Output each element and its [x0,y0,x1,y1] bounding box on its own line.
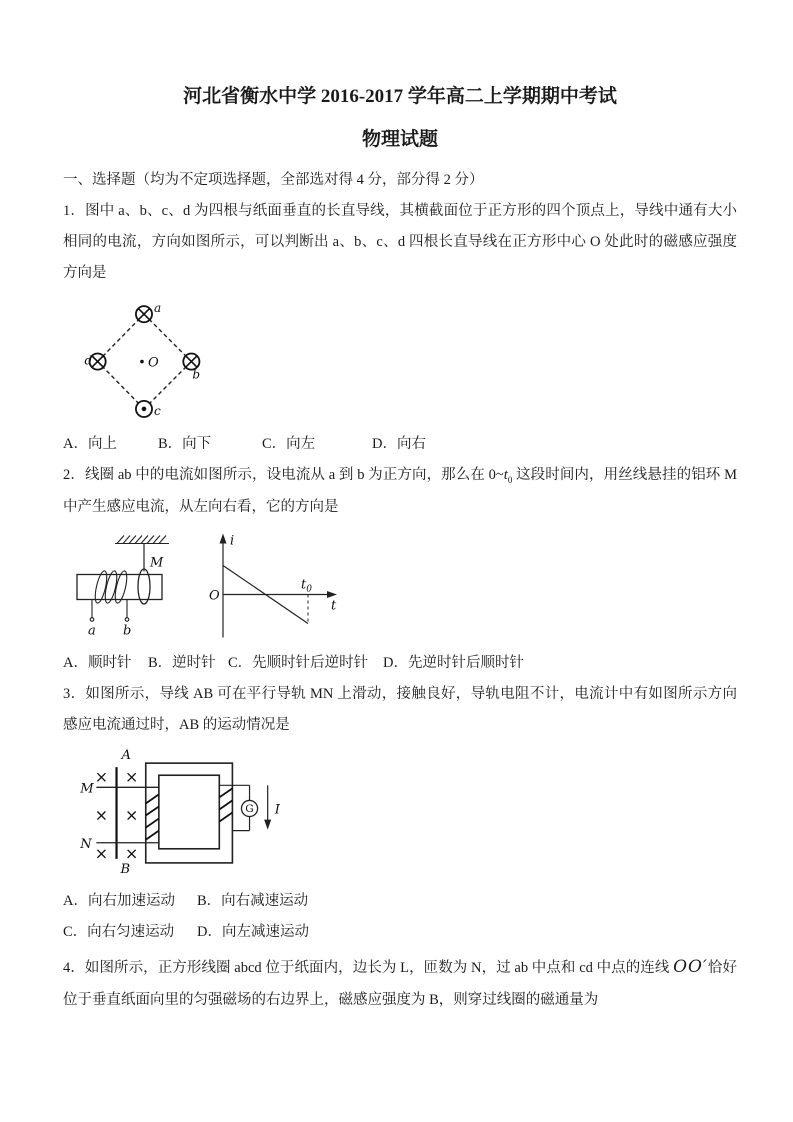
figure-q3-rail-circuit [63,745,737,881]
q3-option-a: A．向右加速运动 [63,893,175,910]
section-heading: 一、选择题（均为不定项选择题，全部选对得 4 分，部分得 2 分） [63,171,484,188]
label-G: G [245,803,254,816]
question-3-text: 3．如图所示，导线 AB 可在平行导轨 MN 上滑动，接触良好，导轨电阻不计，电流计中有如图所示方向感应电流通过时，AB 的运动情况是 [63,685,737,734]
current-arrow-head-icon [264,820,271,830]
label-i: i [230,533,235,549]
label-M: M [80,781,94,797]
secondary-winding [219,789,232,822]
t0-base: t [301,577,307,593]
question-3-options-row1 [63,886,737,917]
page-title: 河北省衡水中学 2016-2017 学年高二上学期期中考试 [183,86,617,107]
q2-t-subscript: 0 [507,475,513,486]
q2-text-part1: 2．线圈 ab 中的电流如图所示，设电流从 a 到 b 为正方向，那么在 0~ [63,467,504,484]
current-time-graph [185,527,345,643]
label-O: O [209,588,220,604]
q2-option-a: A．顺时针 [63,654,132,671]
q4-text-part1: 4．如图所示，正方形线圈 abcd 位于纸面内，边长为 L，匝数为 N，过 ab 中点和 cd 中点的连线 [63,959,674,976]
q2-text-part2: 这段时间内，用丝线悬挂的铝环 M 中产生感应电流，从左向右看，它的方向是 [63,467,737,515]
label-b: b [123,623,132,639]
q1-option-a: A．向上 [63,436,117,453]
center-point [140,360,144,364]
core-inner [159,775,219,849]
wire-a-cross-icon [136,306,152,322]
figure-q2-row [65,527,737,643]
wire-c-dot-icon [136,401,152,417]
q4-text-part2: 恰好位于垂直纸面向里的匀强磁场的右边界上，磁感应强度为 B，则穿过线圈的磁通量为 [63,959,737,1009]
label-t0 [301,577,312,594]
four-wires-diagram [75,293,217,419]
label-a: a [154,301,162,316]
rail-circuit-diagram [63,745,295,876]
question-3-options-row2 [63,917,737,948]
label-A: A [121,748,132,764]
q1-option-d: D．向右 [372,436,426,453]
t-axis-arrow-icon [327,591,337,598]
primary-winding [146,795,159,840]
label-b: b [192,367,201,382]
label-B: B [120,862,131,877]
label-c: c [154,404,161,419]
question-1-text: 1．图中 a、b、c、d 为四根与纸面垂直的长直导线，其横截面位于正方形的四个顶点上，导线中通有大小相同的电流，方向如图所示，可以判断出 a、b、c、d 四根长直导线在正方形中心 O 处此时的磁感应强度方向是 [63,202,737,282]
q1-option-b: B．向下 [158,436,212,453]
q3-option-d: D．向左减速运动 [197,924,309,941]
q2-option-b: B．逆时针 [148,654,216,671]
question-1-options [63,429,737,460]
label-O: O [148,355,159,371]
question-2-text [63,460,737,522]
q3-option-c: C．向右匀速运动 [63,924,175,941]
q2-t-symbol: t [503,467,508,484]
coil-ring-diagram [65,527,185,643]
label-d: d [84,353,93,368]
q3-option-b: B．向右减速运动 [197,893,309,910]
q4-oo-symbol: OO′ [673,956,708,977]
t0-sub: 0 [306,584,312,595]
page-subtitle: 物理试题 [361,128,438,150]
label-I: I [274,802,280,818]
q1-option-c: C．向左 [262,436,316,453]
graph-axes [223,541,331,637]
ceiling-hatch [115,535,169,543]
question-4-text [63,949,737,1017]
label-t: t [331,598,337,614]
label-N: N [80,837,92,853]
question-2-options [63,648,737,679]
q2-option-c: C．先顺时针后逆时针 [228,654,369,671]
figure-q1-four-wires [75,293,737,424]
label-a: a [88,623,96,639]
label-M: M [150,555,164,571]
dashed-square-outline [98,314,192,409]
i-axis-arrow-icon [220,533,227,543]
q2-option-d: D．先逆时针后顺时针 [383,654,524,671]
